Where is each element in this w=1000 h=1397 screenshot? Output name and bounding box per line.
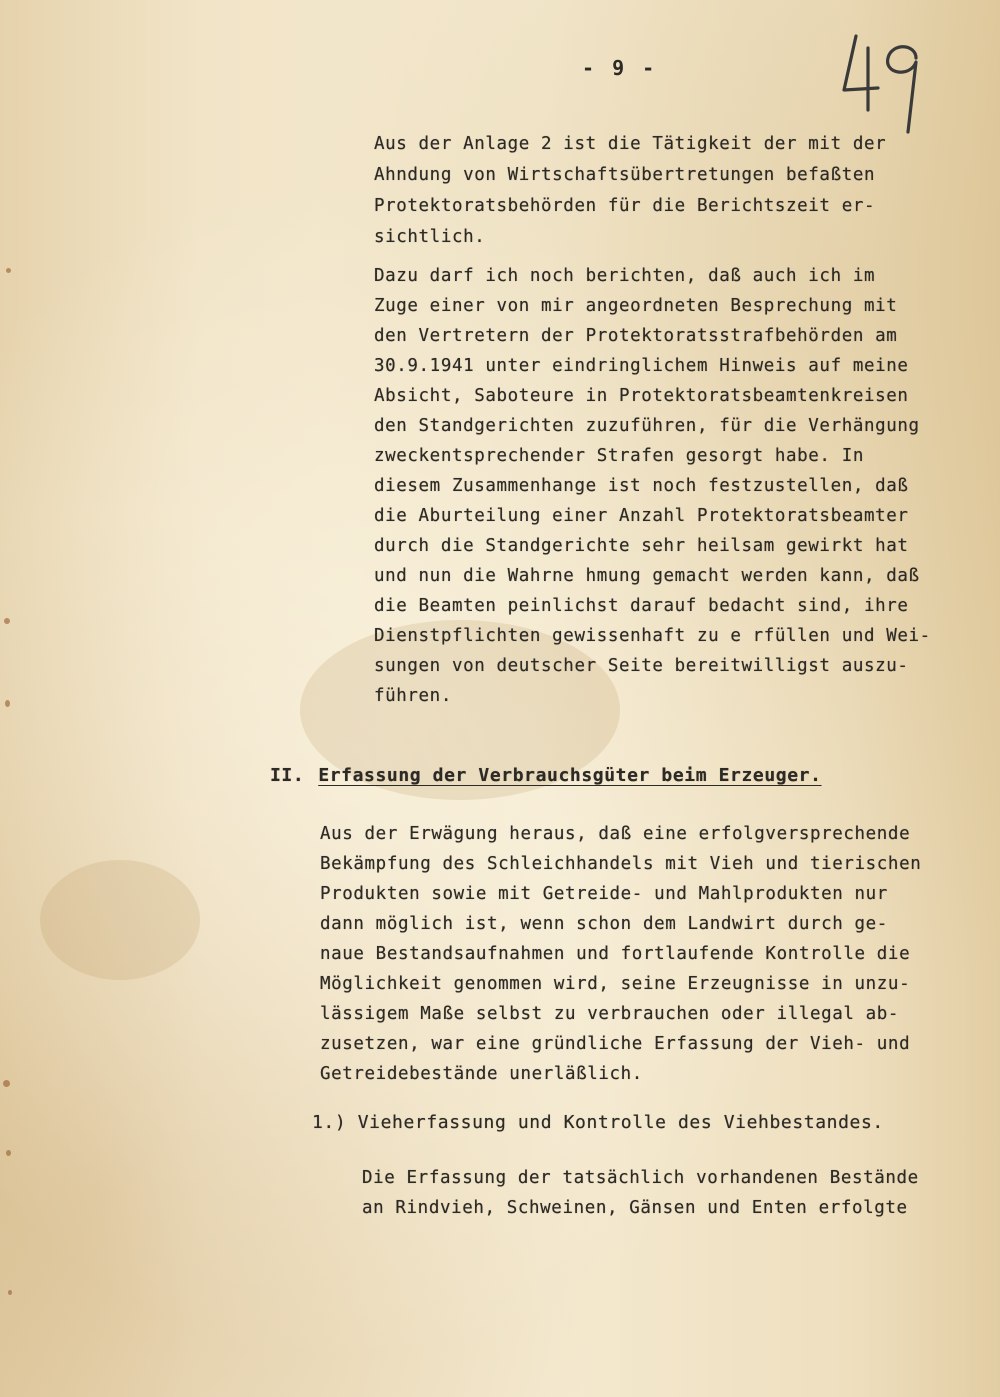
text-line: durch die Standgerichte sehr heilsam gewirkt hat [374, 536, 909, 556]
text-line: Aus der Anlage 2 ist die Tätigkeit der mit der [374, 134, 887, 154]
subsection-number: 1.) [312, 1112, 347, 1133]
text-line: den Standgerichten zuzuführen, für die Verhängung [374, 416, 920, 436]
text-line: die Aburteilung einer Anzahl Protektoratsbeamter [374, 506, 909, 526]
rust-mark [4, 618, 10, 624]
text-line: dann möglich ist, wenn schon dem Landwirt durch ge- [320, 914, 888, 934]
subsection-heading [312, 1112, 884, 1133]
text-line: Dazu darf ich noch berichten, daß auch ich im [374, 266, 876, 286]
text-line: Bekämpfung des Schleichhandels mit Vieh und tierischen [320, 854, 922, 874]
section-heading [270, 765, 822, 786]
text-line: Zuge einer von mir angeordneten Besprechung mit [374, 296, 898, 316]
text-line: sichtlich. [374, 227, 486, 247]
text-line: Dienstpflichten gewissenhaft zu e rfüllen und Wei- [374, 626, 931, 646]
rust-mark [5, 700, 10, 707]
text-line: Produkten sowie mit Getreide- und Mahlprodukten nur [320, 884, 888, 904]
text-line: Getreidebestände unerläßlich. [320, 1064, 643, 1084]
page-number: - 9 - [582, 56, 658, 80]
text-line: die Beamten peinlichst darauf bedacht sind, ihre [374, 596, 909, 616]
text-line: zusetzen, war eine gründliche Erfassung der Vieh- und [320, 1034, 911, 1054]
rust-mark [6, 268, 11, 273]
text-line: lässigem Maße selbst zu verbrauchen oder illegal ab- [320, 1004, 900, 1024]
text-line: den Vertretern der Protektoratsstrafbehörden am [374, 326, 898, 346]
text-line: Aus der Erwägung heraus, daß eine erfolgversprechende [320, 824, 911, 844]
section-title: Erfassung der Verbrauchsgüter beim Erzeuger. [318, 765, 822, 786]
text-line: naue Bestandsaufnahmen und fortlaufende Kontrolle die [320, 944, 911, 964]
text-line: Ahndung von Wirtschaftsübertretungen befaßten [374, 165, 876, 185]
text-line: zweckentsprechender Strafen gesorgt habe. In [374, 446, 864, 466]
text-line: an Rindvieh, Schweinen, Gänsen und Enten erfolgte [362, 1198, 908, 1218]
rust-mark [3, 1080, 10, 1087]
subsection-title: Vieherfassung und Kontrolle des Viehbestandes. [357, 1112, 884, 1133]
text-line: Die Erfassung der tatsächlich vorhandenen Bestände [362, 1168, 919, 1188]
text-line: 30.9.1941 unter eindringlichem Hinweis auf meine [374, 356, 909, 376]
text-line: Protektoratsbehörden für die Berichtszeit er- [374, 196, 876, 216]
text-line: sungen von deutscher Seite bereitwilligst auszu- [374, 656, 909, 676]
text-line: und nun die Wahrne hmung gemacht werden kann, daß [374, 566, 920, 586]
rust-mark [8, 1290, 12, 1295]
rust-mark [6, 1150, 11, 1156]
handwritten-folio-number [838, 28, 928, 138]
section-number: II. [270, 765, 305, 786]
text-line: diesem Zusammenhange ist noch festzustellen, daß [374, 476, 909, 496]
text-line: Absicht, Saboteure in Protektoratsbeamtenkreisen [374, 386, 909, 406]
text-line: Möglichkeit genommen wird, seine Erzeugnisse in unzu- [320, 974, 911, 994]
paper-stain [40, 860, 200, 980]
text-line: führen. [374, 686, 452, 706]
